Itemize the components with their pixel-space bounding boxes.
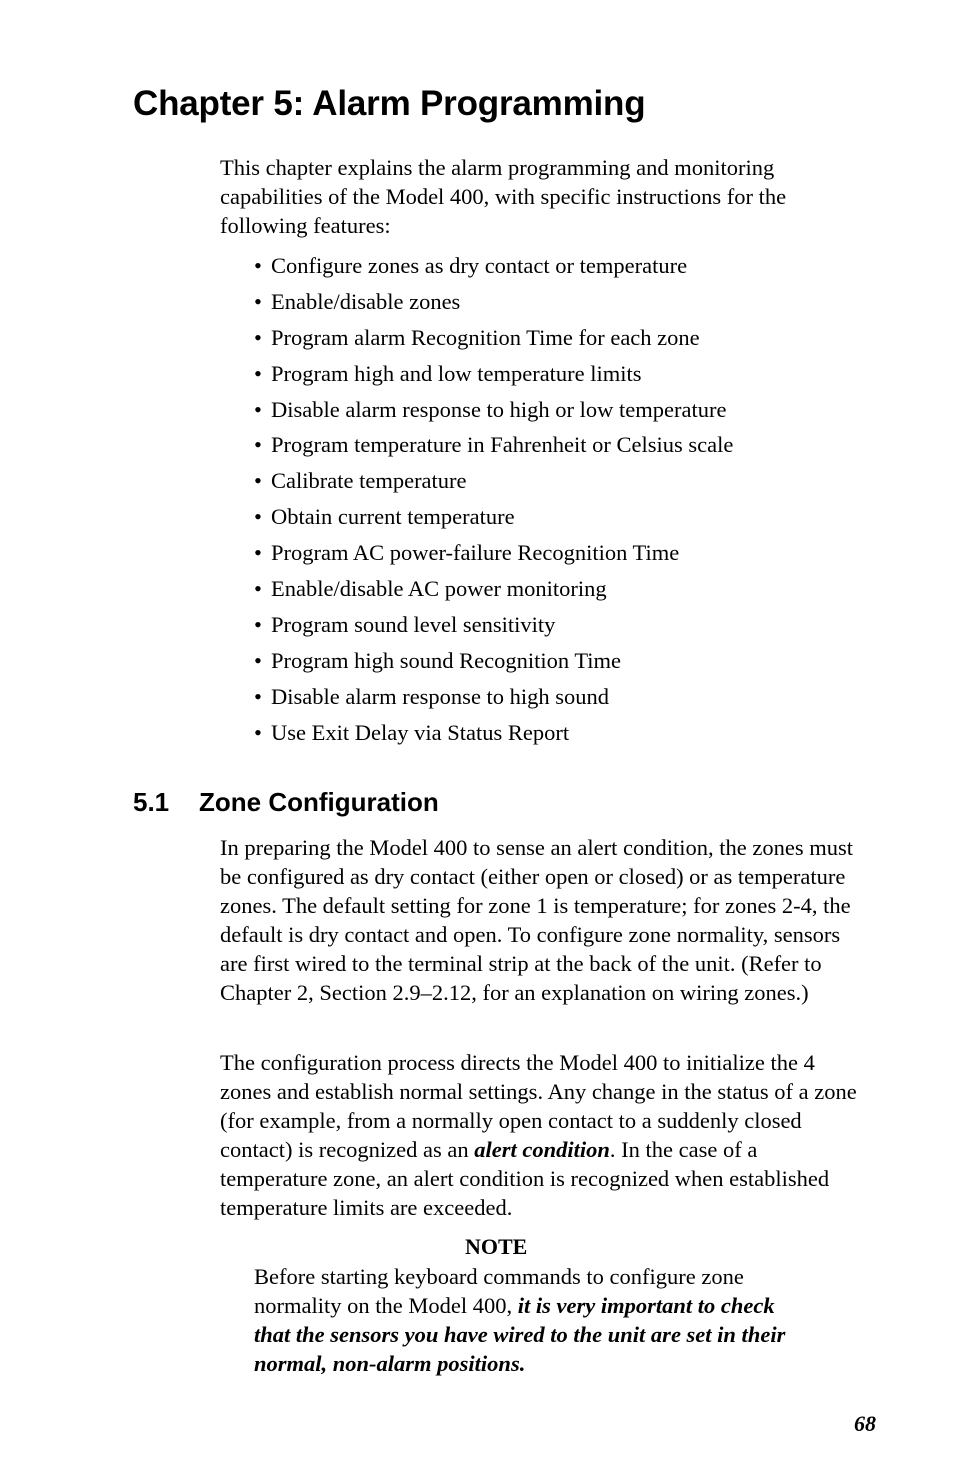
feature-text: Obtain current temperature [271, 504, 515, 530]
paragraph-text: The configuration process directs the Model 400 to initialize the 4 zones and establish normal settings. Any change in the status of a zone (for example, from a normally open contact to a suddenly closed contact) is recognized as an [220, 1050, 857, 1162]
note-text: Before starting keyboard commands to configure zone normality on the Model 400, [254, 1264, 744, 1318]
feature-text: Program high sound Recognition Time [271, 647, 622, 673]
feature-list-item [254, 610, 733, 646]
feature-text: Configure zones as dry contact or temperature [271, 253, 688, 278]
feature-list-item [254, 466, 733, 502]
bullet-icon: • [254, 432, 262, 458]
feature-list-item [254, 502, 733, 538]
bullet-icon: • [254, 504, 262, 530]
feature-text: Use Exit Delay via Status Report [271, 719, 570, 745]
feature-list-item [254, 323, 733, 359]
feature-text: Program sound level sensitivity [271, 611, 556, 637]
feature-text: Enable/disable AC power monitoring [271, 576, 607, 602]
chapter-intro: This chapter explains the alarm programming and monitoring capabilities of the Model 400, with specific instructions for the following features: [220, 155, 787, 238]
feature-list-item [254, 359, 733, 395]
feature-list-item [254, 251, 733, 287]
bullet-icon: • [254, 647, 262, 673]
feature-text: Program AC power-failure Recognition Time [271, 540, 680, 566]
feature-text: Program alarm Recognition Time for each zone [271, 324, 700, 350]
page-number: 68 [854, 1411, 876, 1436]
note-emphasis: it is very important to check that the sensors you have wired to the unit are set in their normal, non-alarm positions. [254, 1293, 786, 1376]
bullet-icon: • [254, 576, 262, 602]
zone-config-paragraph-1: In preparing the Model 400 to sense an alert condition, the zones must be configured as dry contact (either open or closed) or as temperature zones. The default setting for zone 1 is temperature; for zones 2-4, the default is dry contact and open. To configure zone normality, sensors are first wired to the terminal strip at the back of the unit. (Refer to Chapter 2, Section 2.9–2.12, for an explanation on wiring zones.) [220, 835, 853, 1005]
feature-list [254, 251, 733, 753]
feature-text: Disable alarm response to high or low temperature [271, 396, 727, 422]
feature-list-item [254, 395, 733, 431]
bullet-icon: • [254, 719, 262, 745]
alert-condition-term: alert condition [474, 1137, 610, 1162]
bullet-icon: • [254, 288, 262, 314]
section-title: Zone Configuration [199, 787, 439, 817]
paragraph-text: . In the case of a temperature zone, an alert condition is recognized when established temperature limits are exceeded. [220, 1137, 830, 1220]
feature-text: Enable/disable zones [271, 288, 461, 314]
feature-text: Disable alarm response to high sound [271, 683, 610, 709]
section-heading [133, 787, 439, 818]
zone-config-paragraph-2 [220, 1048, 870, 1222]
bullet-icon: • [254, 611, 262, 637]
bullet-icon: • [254, 683, 262, 709]
bullet-icon: • [254, 468, 262, 494]
feature-text: Program temperature in Fahrenheit or Celsius scale [271, 432, 734, 458]
feature-list-item [254, 538, 733, 574]
feature-list-item [254, 430, 733, 466]
note-body [254, 1262, 794, 1378]
bullet-icon: • [254, 360, 262, 386]
bullet-icon: • [254, 324, 262, 350]
feature-list-item [254, 682, 733, 718]
feature-text: Calibrate temperature [271, 468, 467, 494]
feature-list-item [254, 574, 733, 610]
feature-list-item [254, 646, 733, 682]
chapter-title: Chapter 5: Alarm Programming [133, 84, 646, 123]
bullet-icon: • [254, 253, 262, 278]
feature-text: Program high and low temperature limits [271, 360, 642, 386]
note-heading: NOTE [465, 1234, 528, 1259]
feature-list-item [254, 718, 733, 754]
bullet-icon: • [254, 396, 262, 422]
feature-list-item [254, 287, 733, 323]
bullet-icon: • [254, 540, 262, 566]
section-number: 5.1 [133, 787, 170, 817]
